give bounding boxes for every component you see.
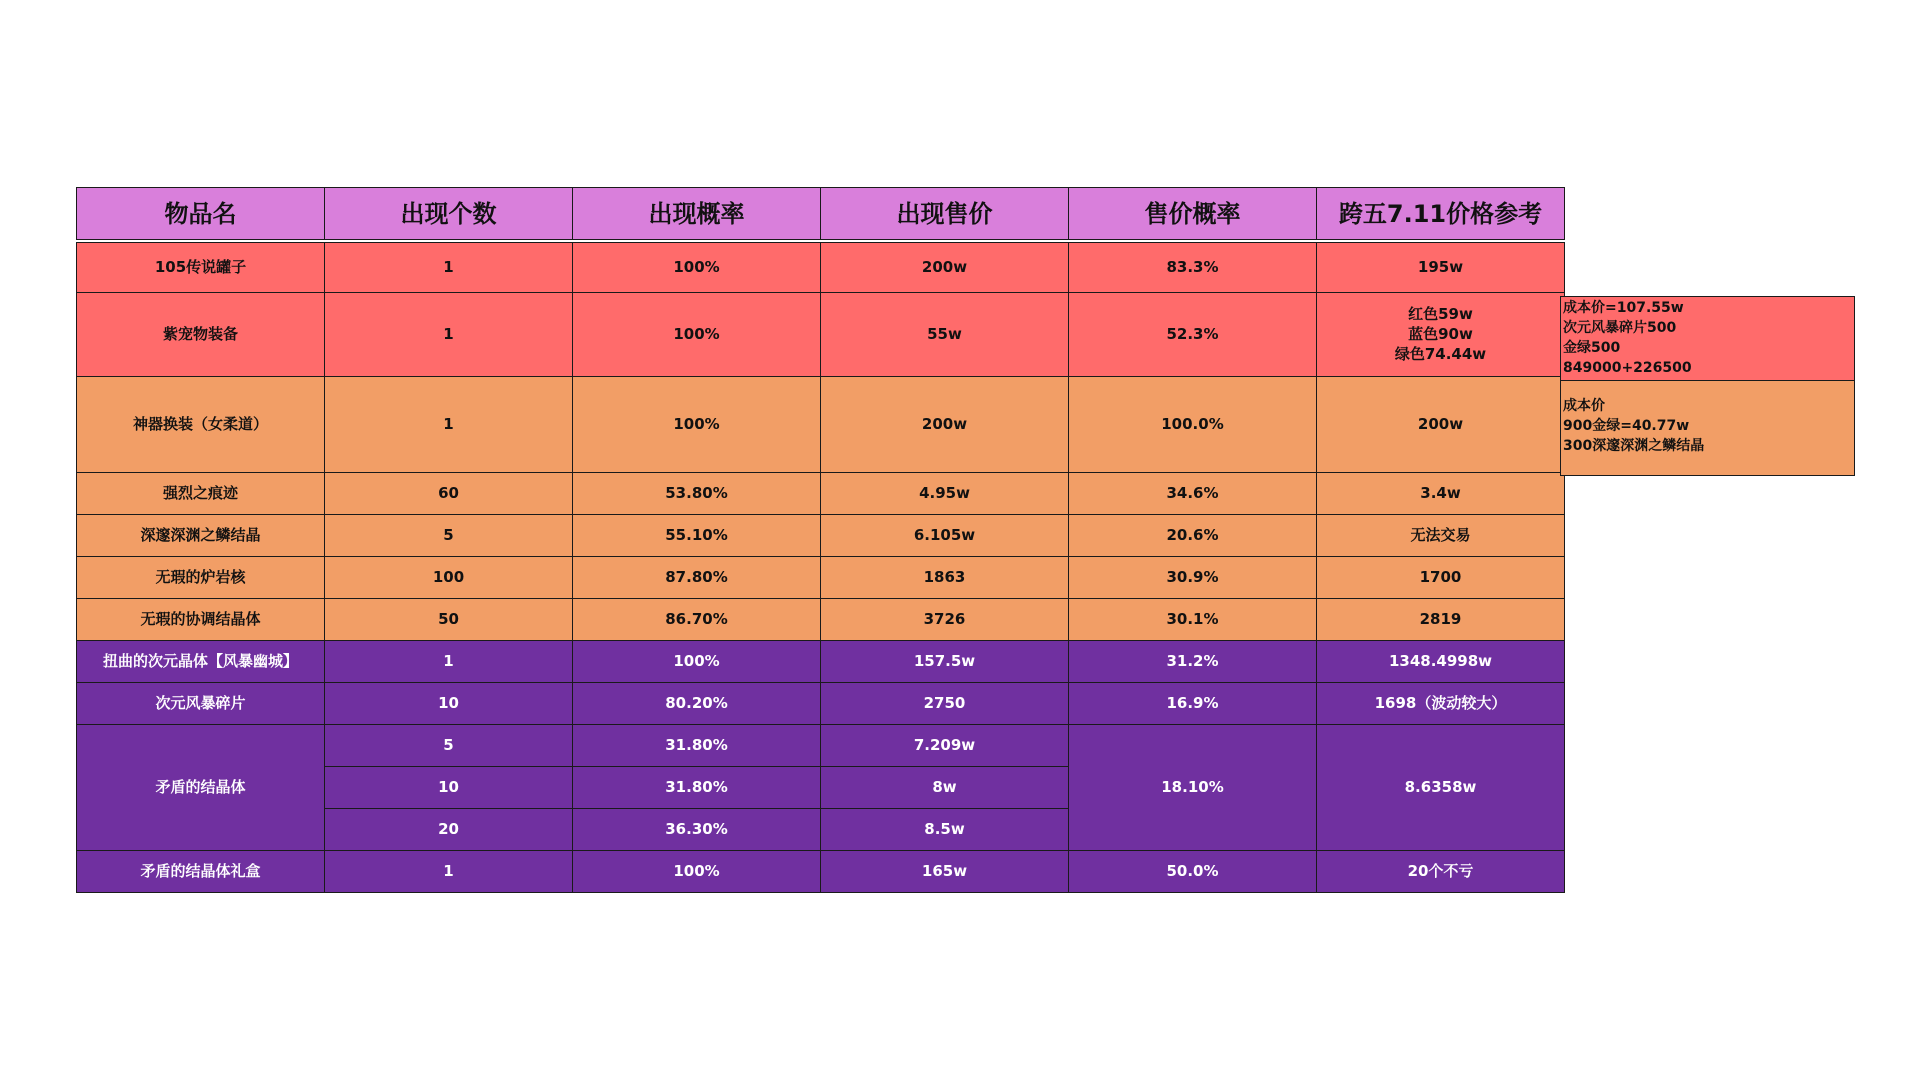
cell-count[interactable]: 20 <box>325 808 573 850</box>
note-line: 成本价 <box>1563 398 1605 414</box>
header-price-reference[interactable]: 跨五7.11价格参考 <box>1317 188 1565 242</box>
cell-count[interactable]: 10 <box>325 766 573 808</box>
header-probability[interactable]: 出现概率 <box>573 188 821 242</box>
cell-reference[interactable]: 8.6358w <box>1317 724 1565 850</box>
cell-price[interactable]: 8.5w <box>821 808 1069 850</box>
cell-reference[interactable]: 1700 <box>1317 556 1565 598</box>
cell-price[interactable]: 157.5w <box>821 640 1069 682</box>
reference-line: 绿色74.44w <box>1394 345 1487 363</box>
cell-price[interactable]: 3726 <box>821 598 1069 640</box>
cell-count[interactable]: 60 <box>325 472 573 514</box>
header-row <box>77 188 1565 242</box>
table-row <box>77 472 1565 514</box>
cell-price[interactable]: 2750 <box>821 682 1069 724</box>
cell-name[interactable]: 矛盾的结晶体礼盒 <box>77 850 325 892</box>
cell-name[interactable]: 无瑕的炉岩核 <box>77 556 325 598</box>
cell-probability[interactable]: 53.80% <box>573 472 821 514</box>
table-row <box>77 514 1565 556</box>
cell-reference[interactable] <box>1317 292 1565 376</box>
cell-probability[interactable]: 100% <box>573 376 821 472</box>
cell-probability[interactable]: 100% <box>573 241 821 292</box>
note-line: 849000+226500 <box>1563 360 1692 376</box>
cell-count[interactable]: 100 <box>325 556 573 598</box>
cell-reference[interactable]: 195w <box>1317 241 1565 292</box>
note-line: 900金绿=40.77w <box>1563 418 1690 434</box>
table-row <box>77 556 1565 598</box>
cell-count[interactable]: 50 <box>325 598 573 640</box>
header-price[interactable]: 出现售价 <box>821 188 1069 242</box>
cell-name[interactable]: 深邃深渊之鳞结晶 <box>77 514 325 556</box>
cell-probability[interactable]: 80.20% <box>573 682 821 724</box>
cell-count[interactable]: 1 <box>325 850 573 892</box>
cell-reference[interactable]: 无法交易 <box>1317 514 1565 556</box>
cell-price[interactable]: 165w <box>821 850 1069 892</box>
cell-count[interactable]: 10 <box>325 682 573 724</box>
cell-count[interactable]: 1 <box>325 292 573 376</box>
table-row <box>77 598 1565 640</box>
cell-price-probability[interactable]: 31.2% <box>1069 640 1317 682</box>
cell-price[interactable]: 8w <box>821 766 1069 808</box>
cell-count[interactable]: 5 <box>325 724 573 766</box>
cell-probability[interactable]: 31.80% <box>573 724 821 766</box>
cell-probability[interactable]: 55.10% <box>573 514 821 556</box>
cell-reference[interactable]: 20个不亏 <box>1317 850 1565 892</box>
cell-probability[interactable]: 100% <box>573 850 821 892</box>
cell-count[interactable]: 1 <box>325 640 573 682</box>
cell-reference[interactable]: 2819 <box>1317 598 1565 640</box>
cell-count[interactable]: 1 <box>325 376 573 472</box>
cell-name[interactable]: 矛盾的结晶体 <box>77 724 325 850</box>
price-table <box>76 187 1565 893</box>
cell-count[interactable]: 5 <box>325 514 573 556</box>
cell-probability[interactable]: 31.80% <box>573 766 821 808</box>
cell-name[interactable]: 紫宠物装备 <box>77 292 325 376</box>
note-line: 次元风暴碎片500 <box>1563 320 1677 336</box>
cell-price[interactable]: 200w <box>821 241 1069 292</box>
cell-price[interactable]: 200w <box>821 376 1069 472</box>
cell-price[interactable]: 7.209w <box>821 724 1069 766</box>
table-row <box>77 682 1565 724</box>
cell-price[interactable]: 55w <box>821 292 1069 376</box>
reference-line: 红色59w <box>1408 305 1473 323</box>
cell-price-probability[interactable]: 18.10% <box>1069 724 1317 850</box>
cell-price-probability[interactable]: 34.6% <box>1069 472 1317 514</box>
cell-name[interactable]: 扭曲的次元晶体【风暴幽城】 <box>77 640 325 682</box>
cost-note-artifact-outfit[interactable] <box>1560 380 1855 476</box>
cell-reference[interactable]: 3.4w <box>1317 472 1565 514</box>
cell-name[interactable]: 无瑕的协调结晶体 <box>77 598 325 640</box>
cost-note-pet-equipment[interactable] <box>1560 296 1855 381</box>
cell-probability[interactable]: 86.70% <box>573 598 821 640</box>
cell-name[interactable]: 次元风暴碎片 <box>77 682 325 724</box>
table-row <box>77 292 1565 376</box>
table-row <box>77 850 1565 892</box>
cell-name[interactable]: 神器换装（女柔道） <box>77 376 325 472</box>
table-row <box>77 376 1565 472</box>
table-row <box>77 241 1565 292</box>
note-line: 300深邃深渊之鳞结晶 <box>1563 438 1705 454</box>
header-item-name[interactable]: 物品名 <box>77 188 325 242</box>
note-line: 金绿500 <box>1563 340 1621 356</box>
cell-reference[interactable]: 1348.4998w <box>1317 640 1565 682</box>
cell-price-probability[interactable]: 30.1% <box>1069 598 1317 640</box>
cell-price-probability[interactable]: 50.0% <box>1069 850 1317 892</box>
cell-count[interactable]: 1 <box>325 241 573 292</box>
cell-price[interactable]: 4.95w <box>821 472 1069 514</box>
cell-price-probability[interactable]: 52.3% <box>1069 292 1317 376</box>
cell-name[interactable]: 强烈之痕迹 <box>77 472 325 514</box>
cell-price[interactable]: 6.105w <box>821 514 1069 556</box>
cell-price-probability[interactable]: 83.3% <box>1069 241 1317 292</box>
table-row <box>77 640 1565 682</box>
cell-reference[interactable]: 1698（波动较大） <box>1317 682 1565 724</box>
cell-probability[interactable]: 36.30% <box>573 808 821 850</box>
cell-probability[interactable]: 87.80% <box>573 556 821 598</box>
cell-probability[interactable]: 100% <box>573 292 821 376</box>
cell-name[interactable]: 105传说罐子 <box>77 241 325 292</box>
reference-line: 蓝色90w <box>1408 325 1473 343</box>
cell-price-probability[interactable]: 20.6% <box>1069 514 1317 556</box>
cell-price-probability[interactable]: 16.9% <box>1069 682 1317 724</box>
cell-price[interactable]: 1863 <box>821 556 1069 598</box>
cell-price-probability[interactable]: 30.9% <box>1069 556 1317 598</box>
cell-probability[interactable]: 100% <box>573 640 821 682</box>
header-count[interactable]: 出现个数 <box>325 188 573 242</box>
header-price-probability[interactable]: 售价概率 <box>1069 188 1317 242</box>
cell-price-probability[interactable]: 100.0% <box>1069 376 1317 472</box>
cell-reference[interactable]: 200w <box>1317 376 1565 472</box>
table-row <box>77 724 1565 766</box>
note-line: 成本价=107.55w <box>1563 300 1684 316</box>
